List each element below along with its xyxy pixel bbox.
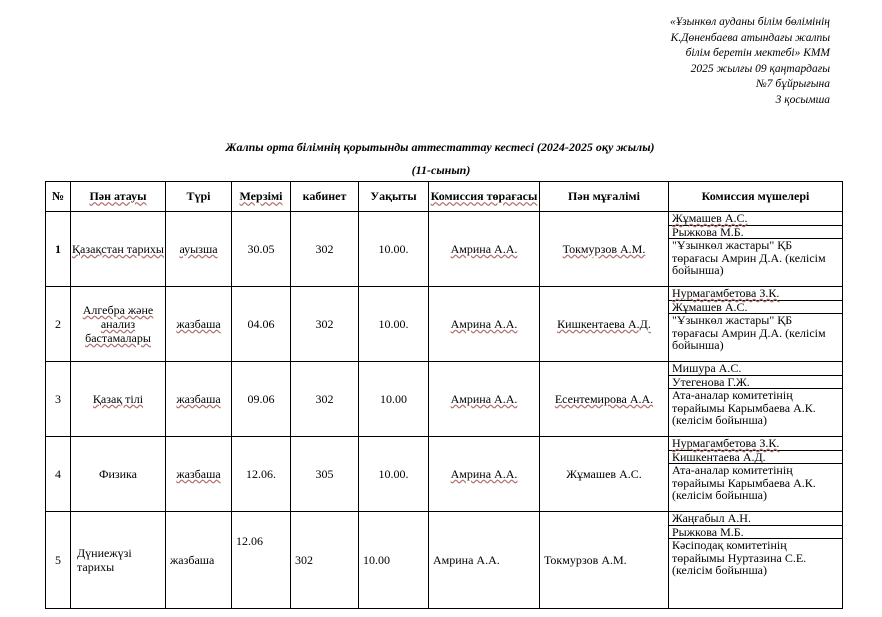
- member-item: Ата-аналар комитетінің төрайымы Карымбаева А.К. (келісім бойынша): [672, 388, 816, 427]
- member-item: [669, 437, 842, 451]
- row-time: 10.00.: [359, 212, 429, 287]
- document-title: Жалпы орта білімнің қорытынды аттестаттау кестесі (2024-2025 оқу жылы): [225, 140, 655, 154]
- row-chair: [429, 212, 540, 287]
- chair-text: Амрина А.А.: [450, 467, 518, 481]
- header-type: Түрі: [166, 182, 232, 212]
- row-room: 305: [291, 437, 359, 512]
- member-item: Кишкентаева А.Д.: [669, 451, 842, 465]
- row-num: 5: [46, 512, 71, 609]
- member-item: "Ұзынкөл жастары" ҚБ төрағасы Амрин Д.А. (келісім бойынша): [672, 238, 826, 277]
- row-date: 30.05: [232, 212, 291, 287]
- member-item: Рыжкова М.Б.: [669, 526, 842, 540]
- member-item: "Ұзынкөл жастары" ҚБ төрағасы Амрин Д.А. (келісім бойынша): [672, 313, 826, 352]
- teacher-text: Кишкентаева А.Д.: [557, 317, 651, 331]
- approval-line: білім беретін мектебі» КММ: [685, 47, 830, 60]
- member-text: Жұмашев А.С.: [672, 211, 748, 225]
- chair-text: Амрина А.А.: [450, 317, 518, 331]
- member-item: Рыжкова М.Б.: [669, 226, 842, 240]
- header-room: кабинет: [291, 182, 359, 212]
- member-item: Утегенова Г.Ж.: [669, 376, 842, 390]
- member-item: Мишура А.С.: [669, 362, 842, 376]
- row-type: [166, 437, 232, 512]
- teacher-text: Есентемирова А.А.: [554, 392, 654, 406]
- row-type: [166, 212, 232, 287]
- header-members: Комиссия мүшелері: [669, 182, 843, 212]
- header-chair: [429, 182, 540, 212]
- header-time: Уақыты: [359, 182, 429, 212]
- approval-line: 2025 жылғы 09 қаңтардағы: [690, 62, 830, 75]
- table-row: [46, 362, 843, 437]
- row-teacher: Токмурзов А.М.: [540, 512, 669, 609]
- row-teacher: Жұмашев А.С.: [540, 437, 669, 512]
- row-type: [166, 287, 232, 362]
- member-item: Ата-аналар комитетінің төрайымы Карымбаева А.К. (келісім бойынша): [672, 463, 816, 502]
- member-item: [669, 287, 842, 301]
- row-subject: [71, 212, 166, 287]
- row-time: 10.00.: [359, 437, 429, 512]
- row-chair: [429, 287, 540, 362]
- approval-line: «Ұзынкөл ауданы білім бөлімінің: [669, 16, 830, 28]
- type-text: жазбаша: [176, 392, 221, 406]
- member-item: Жаңғабыл А.Н.: [669, 512, 842, 526]
- header-chair-label: Комиссия төрағасы: [430, 189, 538, 204]
- subject-text: Қазақстан тарихы: [72, 242, 164, 256]
- row-room: 302: [291, 512, 359, 609]
- row-num: 4: [46, 437, 71, 512]
- approval-line: К.Дөненбаева атындағы жалпы: [670, 31, 830, 44]
- teacher-text: Токмурзов А.М.: [562, 242, 646, 256]
- chair-text: Амрина А.А.: [450, 392, 518, 406]
- table-row: [46, 287, 843, 362]
- row-type: [166, 362, 232, 437]
- row-date: 09.06: [232, 362, 291, 437]
- member-item: [669, 212, 842, 226]
- row-subject: [71, 362, 166, 437]
- row-members: [669, 362, 843, 437]
- approval-stamp: [570, 15, 830, 109]
- member-text: Нурмагамбетова З.К.: [672, 436, 780, 450]
- member-text: Нурмагамбетова З.К.: [672, 286, 780, 300]
- table-header-row: [46, 182, 843, 212]
- row-chair: Амрина А.А.: [429, 512, 540, 609]
- row-room: 302: [291, 212, 359, 287]
- subject-text: Алгебра және анализ бастамалары: [82, 303, 154, 345]
- row-room: 302: [291, 287, 359, 362]
- row-type: жазбаша: [166, 512, 232, 609]
- type-text: жазбаша: [176, 467, 221, 481]
- document-subtitle: (11-сынып): [411, 163, 471, 177]
- row-members: [669, 212, 843, 287]
- row-teacher: [540, 212, 669, 287]
- table-row: [46, 212, 843, 287]
- row-subject: [71, 287, 166, 362]
- row-num: 1: [46, 212, 71, 287]
- exam-schedule-table: [45, 181, 843, 609]
- row-members: [669, 437, 843, 512]
- subject-text: Қазақ тілі: [92, 392, 144, 406]
- row-chair: [429, 362, 540, 437]
- row-date: 12.06.: [232, 437, 291, 512]
- header-teacher: Пән мұғалімі: [540, 182, 669, 212]
- row-time: 10.00: [359, 512, 429, 609]
- header-subject: [71, 182, 166, 212]
- row-members: [669, 512, 843, 609]
- table-row: [46, 512, 843, 609]
- row-date: 04.06: [232, 287, 291, 362]
- approval-line: №7 бұйрығына: [755, 78, 830, 91]
- row-teacher: [540, 287, 669, 362]
- approval-line: 3 қосымша: [775, 93, 830, 106]
- row-chair: [429, 437, 540, 512]
- row-teacher: [540, 362, 669, 437]
- row-time: 10.00.: [359, 287, 429, 362]
- table-row: [46, 437, 843, 512]
- header-date: [232, 182, 291, 212]
- row-num: 3: [46, 362, 71, 437]
- row-room: 302: [291, 362, 359, 437]
- type-text: ауызша: [179, 242, 218, 256]
- row-num: 2: [46, 287, 71, 362]
- row-subject: Физика: [71, 437, 166, 512]
- row-date: 12.06: [232, 512, 291, 609]
- row-subject: Дүниежүзі тарихы: [71, 512, 166, 609]
- member-item: Кәсіподақ комитетінің төрайымы Нуртазина С.Е. (келісім бойынша): [672, 538, 807, 577]
- header-date-label: Мерзімі: [239, 189, 283, 204]
- header-subject-label: Пән атауы: [89, 189, 147, 204]
- chair-text: Амрина А.А.: [450, 242, 518, 256]
- member-item: Жұмашев А.С.: [669, 301, 842, 315]
- type-text: жазбаша: [176, 317, 221, 331]
- row-time: 10.00: [359, 362, 429, 437]
- row-members: [669, 287, 843, 362]
- header-num: №: [46, 182, 71, 212]
